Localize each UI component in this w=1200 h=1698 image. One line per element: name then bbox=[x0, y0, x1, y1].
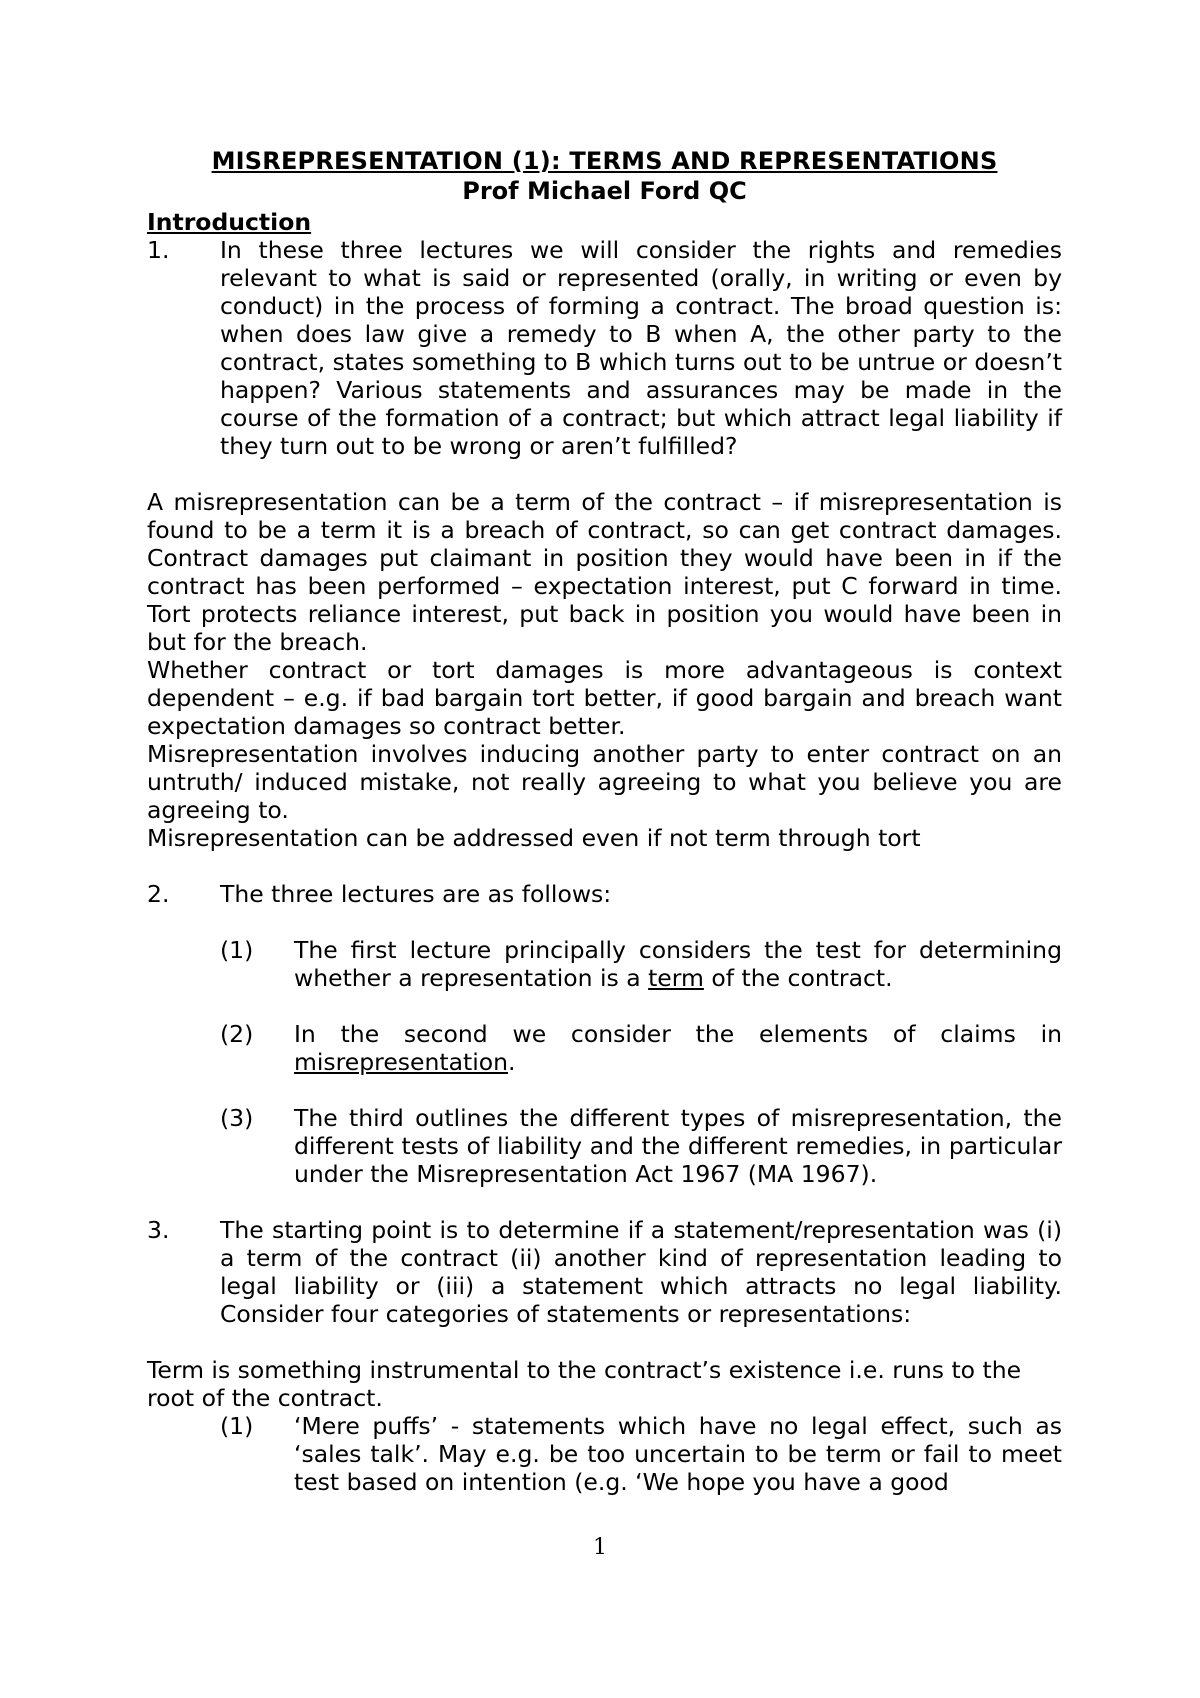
item-text-before: The third outlines the different types of misrepresentation, the different tests of liability and the different remedies, in particular under the Misrepresentation Act 1967 (MA 1967). bbox=[294, 1104, 1062, 1188]
item-number: (2) bbox=[220, 1020, 254, 1048]
item-text-after: of the contract. bbox=[703, 964, 893, 992]
note-2: Whether contract or tort damages is more advantageous is context dependent – e.g. if bad bargain tort better, if good bargain and breach want expectation damages so contract better. bbox=[147, 656, 1062, 740]
item-text-underlined: term bbox=[648, 964, 704, 992]
paragraph-number: 3. bbox=[147, 1216, 170, 1244]
item-number: (3) bbox=[220, 1104, 254, 1132]
note-1: A misrepresentation can be a term of the contract – if misrepresentation is found to be a term it is a breach of contract, so can get contract damages. Contract damages put claimant in position they would have been in if the contract has been performed – expectation interest, put C forward in time. Tort protects reliance interest, put back in position you would have been in but for the breach. bbox=[147, 488, 1062, 656]
paragraph-text: The starting point is to determine if a statement/representation was (i) a term of the contract (ii) another kind of representation leading to legal liability or (iii) a statement which attracts no legal liability. Consider four categories of statements or representations: bbox=[220, 1216, 1062, 1328]
paragraph-number: 2. bbox=[147, 880, 170, 908]
item-number: (1) bbox=[220, 936, 254, 964]
document-title: MISREPRESENTATION (1): TERMS AND REPRESENTATIONS bbox=[211, 147, 998, 175]
paragraph-2 bbox=[147, 880, 1062, 908]
paragraph-text: The three lectures are as follows: bbox=[220, 880, 612, 908]
category-item-1 bbox=[147, 1412, 1062, 1496]
document-author: Prof Michael Ford QC bbox=[462, 177, 747, 205]
item-text-after: . bbox=[508, 1048, 516, 1076]
item-text: ‘Mere puffs’ - statements which have no legal effect, such as ‘sales talk’. May e.g. be too uncertain to be term or fail to meet test based on intention (e.g. ‘We hope you have a good bbox=[294, 1412, 1062, 1496]
lecture-item-1 bbox=[147, 936, 1062, 992]
note-4: Misrepresentation can be addressed even if not term through tort bbox=[147, 824, 921, 852]
term-note: Term is something instrumental to the contract’s existence i.e. runs to the root of the contract. bbox=[147, 1356, 1022, 1412]
paragraph-number: 1. bbox=[147, 236, 170, 264]
item-text-before: The first lecture principally considers the test for determining whether a representation is a bbox=[294, 936, 1062, 992]
title-block bbox=[147, 146, 1062, 206]
item-number: (1) bbox=[220, 1412, 254, 1440]
paragraph-text: In these three lectures we will consider the rights and remedies relevant to what is said or represented (orally, in writing or even by conduct) in the process of forming a contract. The broad question is: when does law give a remedy to B when A, the other party to the contract, states something to B which turns out to be untrue or doesn’t happen? Various statements and assurances may be made in the course of the formation of a contract; but which attract legal liability if they turn out to be wrong or aren’t fulfilled? bbox=[220, 236, 1062, 460]
section-heading-introduction: Introduction bbox=[147, 208, 312, 236]
document-page bbox=[147, 146, 1062, 1496]
paragraph-3 bbox=[147, 1216, 1062, 1328]
note-3: Misrepresentation involves inducing another party to enter contract on an untruth/ induced mistake, not really agreeing to what you believe you are agreeing to. bbox=[147, 740, 1062, 824]
item-text-underlined: misrepresentation bbox=[294, 1048, 509, 1076]
item-text-before: In the second we consider the elements of claims in bbox=[294, 1020, 1062, 1048]
page-number: 1 bbox=[593, 1535, 607, 1560]
lecture-item-3 bbox=[147, 1104, 1062, 1188]
lecture-item-2 bbox=[147, 1020, 1062, 1076]
paragraph-1 bbox=[147, 236, 1062, 460]
